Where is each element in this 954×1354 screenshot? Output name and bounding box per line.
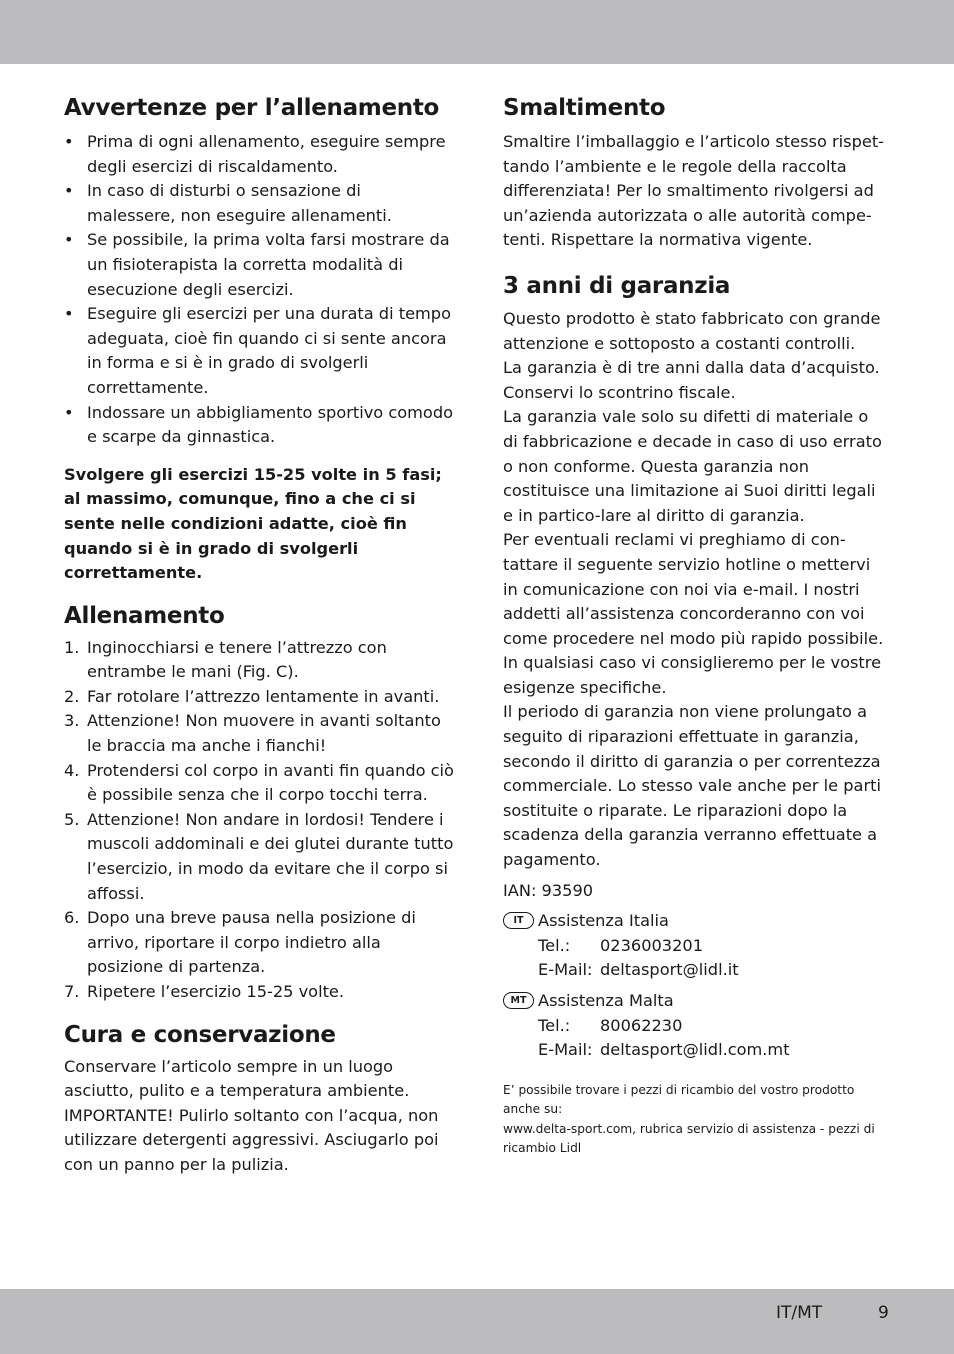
list-item: • Se possibile, la prima volta farsi mostrare da un fisioterapista la corretta modalità di esecuzione degli esercizi. — [64, 230, 450, 299]
warranty-paragraph: Per eventuali reclami vi preghiamo di con-tattare il seguente servizio hotline o mettervi in comunicazione con noi via e-mail. I nostri addetti all’assistenza concorderanno con voi come procedere nel modo più rapido possibile. In qualsiasi caso vi consiglieremo per le vostre esigenze specifiche. — [503, 530, 884, 697]
warranty-body — [503, 307, 885, 873]
list-item: • Eseguire gli esercizi per una durata di tempo adeguata, cioè fin quando ci si sente ancora in forma e si è in grado di svolgerli correttamente. — [64, 304, 451, 397]
warnings-title: Avvertenze per l’allenamento — [64, 95, 440, 121]
contact-malta — [503, 989, 885, 1063]
warranty-paragraph: La garanzia vale solo su difetti di materiale o di fabbricazione e decade in caso di uso errato o non conforme. Questa garanzia non costituisce una limitazione ai Suoi diritti legali e in partico-lare al diritto di garanzia. — [503, 407, 882, 525]
training-steps — [64, 636, 454, 1005]
right-column — [503, 92, 885, 1158]
list-item: 6. Dopo una breve pausa nella posizione di arrivo, riportare il corpo indietro alla posizione di partenza. — [64, 908, 416, 977]
contact-name: Assistenza Italia — [538, 911, 669, 931]
tel-value: 0236003201 — [600, 935, 703, 955]
warranty-paragraph: La garanzia è di tre anni dalla data d’acquisto. Conservi lo scontrino fiscale. — [503, 358, 880, 402]
email-label: E-Mail: — [538, 1040, 593, 1060]
left-column — [64, 92, 454, 1178]
tel-value: 80062230 — [600, 1015, 683, 1035]
language-code: IT/MT — [776, 1303, 823, 1323]
warnings-list — [64, 130, 454, 450]
it-country-icon: IT — [503, 912, 534, 929]
training-title: Allenamento — [64, 602, 225, 629]
disposal-title: Smaltimento — [503, 95, 666, 121]
page-number: 9 — [878, 1303, 889, 1323]
list-item: 7. Ripetere l’esercizio 15-25 volte. — [64, 982, 345, 1001]
list-item: 3. Attenzione! Non muovere in avanti soltanto le braccia ma anche i fianchi! — [64, 711, 441, 756]
list-item: 1. Inginocchiarsi e tenere l’attrezzo con entrambe le mani (Fig. C). — [64, 637, 387, 682]
mt-country-icon: MT — [503, 992, 534, 1009]
list-item: 2. Far rotolare l’attrezzo lentamente in avanti. — [64, 686, 440, 706]
list-item: 5. Attenzione! Non andare in lordosi! Tendere i muscoli addominali e dei glutei durante tutto l’esercizio, in modo da evitare che il corpo si affossi. — [64, 809, 454, 903]
spare-parts-link: www.delta-sport.com, rubrica servizio di assistenza - pezzi di ricambio Lidl — [503, 1121, 875, 1155]
spare-parts-note: E’ possibile trovare i pezzi di ricambio del vostro prodotto anche su: — [503, 1082, 855, 1117]
warranty-title: 3 anni di garanzia — [503, 272, 731, 299]
email-label: E-Mail: — [538, 960, 593, 980]
exercise-note: Svolgere gli esercizi 15-25 volte in 5 fasi; al massimo, comunque, fino a che ci si sente nelle condizioni adatte, cioè fin quando si è in grado di svolgerli correttamente. — [64, 464, 442, 583]
warranty-paragraph: Il periodo di garanzia non viene prolungato a seguito di riparazioni effettuate in garanzia, secondo il diritto di garanzia o per correntezza commerciale. Lo stesso vale anche per le parti sostituite o riparate. Le riparazioni dopo la scadenza della garanzia verranno effettuate a pagamento. — [503, 702, 881, 870]
ian-number: IAN: 93590 — [503, 880, 594, 900]
warranty-paragraph: Questo prodotto è stato fabbricato con grande attenzione e sottoposto a costanti controlli. — [503, 308, 881, 353]
disposal-text: Smaltire l’imballaggio e l’articolo stesso rispet-tando l’ambiente e le regole della raccolta differenziata! Per lo smaltimento rivolgersi ad un’azienda autorizzata o alle autorità compe-tenti. Rispettare la normativa vigente. — [503, 132, 885, 250]
list-item: 4. Protendersi col corpo in avanti fin quando ciò è possibile senza che il corpo tocchi terra. — [64, 760, 454, 805]
care-text: Conservare l’articolo sempre in un luogo asciutto, pulito e a temperatura ambiente. IMPORTANTE! Pulirlo soltanto con l’acqua, non utilizzare detergenti aggressivi. Asciugarlo poi con un panno per la pulizia. — [64, 1056, 439, 1174]
list-item: • Prima di ogni allenamento, eseguire sempre degli esercizi di riscaldamento. — [64, 132, 446, 176]
contact-italy — [503, 909, 885, 983]
list-item: • Indossare un abbigliamento sportivo comodo e scarpe da ginnastica. — [64, 402, 454, 447]
care-title: Cura e conservazione — [64, 1021, 336, 1048]
list-item: • In caso di disturbi o sensazione di malessere, non eseguire allenamenti. — [64, 181, 392, 225]
header-bar — [0, 0, 954, 64]
tel-label: Tel.: — [538, 1015, 571, 1035]
contact-name: Assistenza Malta — [538, 991, 674, 1010]
email-value: deltasport@lidl.it — [600, 960, 739, 980]
tel-label: Tel.: — [538, 935, 571, 955]
email-value: deltasport@lidl.com.mt — [600, 1040, 790, 1060]
